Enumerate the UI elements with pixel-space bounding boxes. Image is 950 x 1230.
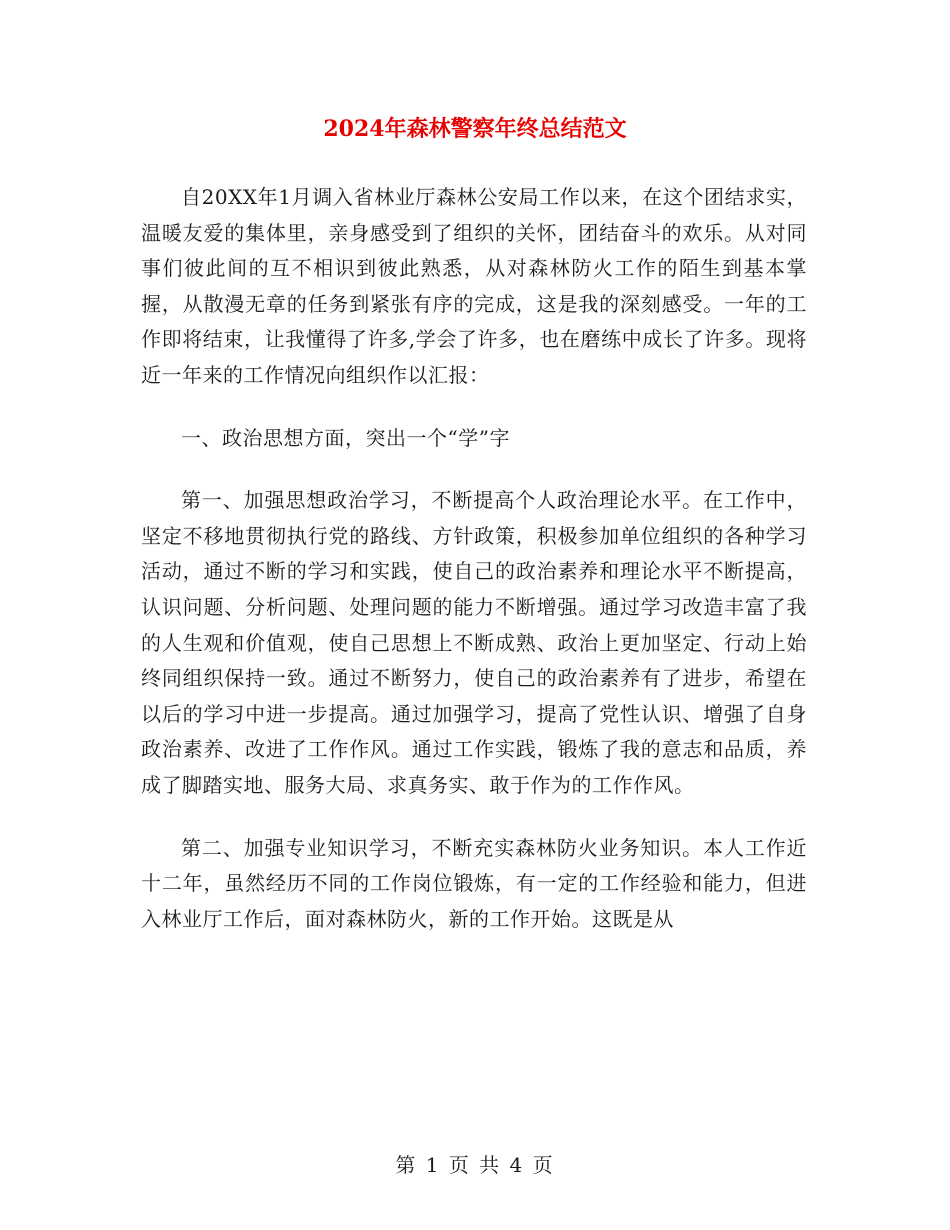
page-number-footer: 第 1 页 共 4 页 xyxy=(395,1153,555,1177)
paragraph-intro: 自20XX年1月调入省林业厅森林公安局工作以来，在这个团结求实，温暖友爱的集体里，亲身感受到了组织的关怀，团结奋斗的欢乐。从对同事们彼此间的互不相识到彼此熟悉，从对森林防火工作的陌生到基本掌握，从散漫无章的任务到紧张有序的完成，这是我的深刻感受。一年的工作即将结束，让我懂得了许多,学会了许多，也在磨练中成长了许多。现将近一年来的工作情况向组织作以汇报： xyxy=(141,185,807,387)
section-heading-political: 一、政治思想方面，突出一个“学”字 xyxy=(181,425,510,450)
document-body xyxy=(141,180,807,964)
paragraph-first-point: 第一、加强思想政治学习，不断提高个人政治理论水平。在工作中，坚定不移地贯彻执行党的路线、方针政策，积极参加单位组织的各种学习活动，通过不断的学习和实践，使自己的政治素养和理论水平不断提高，认识问题、分析问题、处理问题的能力不断增强。通过学习改造丰富了我的人生观和价值观，使自己思想上不断成熟、政治上更加坚定、行动上始终同组织保持一致。通过不断努力，使自己的政治素养有了进步，希望在以后的学习中进一步提高。通过加强学习，提高了党性认识、增强了自身政治素养、改进了工作作风。通过工作实践，锻炼了我的意志和品质，养成了脚踏实地、服务大局、求真务实、敢于作为的工作作风。 xyxy=(141,488,807,797)
paragraph-second-point: 第二、加强专业知识学习，不断充实森林防火业务知识。本人工作近十二年，虽然经历不同的工作岗位锻炼，有一定的工作经验和能力，但进入林业厅工作后，面对森林防火，新的工作开始。这既是从 xyxy=(141,835,807,931)
document-title: 2024年森林警察年终总结范文 xyxy=(323,116,627,142)
